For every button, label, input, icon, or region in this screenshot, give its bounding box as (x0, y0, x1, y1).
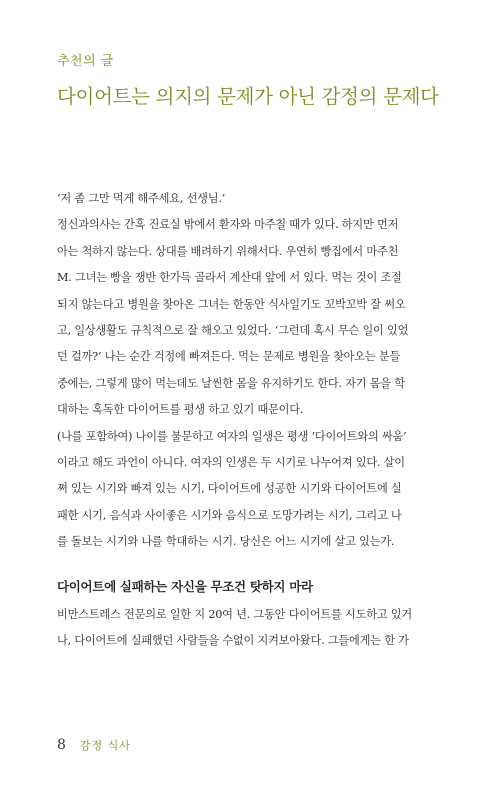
text-line: 이라고 해도 과언이 아니다. 여자의 인생은 두 시기로 나누어져 있다. 살이 (57, 456, 405, 470)
subheading: 다이어트에 실패하는 자신을 무조건 탓하지 마라 (57, 578, 313, 594)
running-title: 감정 식사 (79, 739, 131, 752)
body-text (57, 186, 447, 655)
text-line: 비만스트레스 전문의로 일한 지 20여 년. 그동안 다이어트를 시도하고 있거 (57, 607, 413, 621)
page-footer (57, 737, 131, 753)
text-line: 되지 않는다고 병원을 찾아온 그녀는 한동안 식사일기도 꼬박꼬박 잘 써오 (57, 297, 406, 311)
text-line: ‘저 좀 그만 먹게 해주세요, 선생님.’ (57, 192, 226, 205)
paragraph-quote (57, 186, 447, 212)
text-line: 정신과의사는 간혹 진료실 밖에서 환자와 마주칠 때가 있다. 하지만 먼저 (57, 218, 399, 232)
page-number: 8 (57, 737, 66, 753)
text-line: (나를 포함하여) 나이를 불문하고 여자의 일생은 평생 ‘다이어트와의 싸움’ (57, 429, 407, 443)
text-line: 대하는 혹독한 다이어트를 평생 하고 있기 때문이다. (57, 403, 304, 417)
paragraph-intro (57, 212, 447, 423)
text-line: M. 그녀는 빵을 쟁반 한가득 골라서 계산대 앞에 서 있다. 먹는 것이 조절 (57, 271, 402, 285)
text-line: 아는 척하지 않는다. 상대를 배려하기 위해서다. 우연히 빵집에서 마주친 (57, 244, 399, 258)
text-line: 패한 시기, 음식과 사이좋은 시기와 음식으로 도망가려는 시기, 그리고 나 (57, 508, 402, 522)
text-line: 를 돌보는 시기와 나를 학대하는 시기. 당신은 어느 시기에 살고 있는가. (57, 535, 395, 549)
text-line: 고, 일상생활도 규칙적으로 잘 해오고 있었다. ‘그런데 혹시 무슨 일이 있었 (57, 324, 409, 338)
text-line: 쪄 있는 시기와 빠져 있는 시기, 다이어트에 성공한 시기와 다이어트에 실 (57, 482, 402, 496)
text-line: 던 걸까?’ 나는 순간 걱정에 빠져든다. 먹는 문제로 병원을 찾아오는 분들 (57, 350, 401, 364)
paragraph-women-life (57, 424, 447, 556)
paragraph-specialist (57, 602, 447, 655)
section-label: 추천의 글 (57, 54, 114, 69)
chapter-title: 다이어트는 의지의 문제가 아닌 감정의 문제다 (57, 85, 439, 108)
text-line: 나, 다이어트에 실패했던 사람들을 수없이 지켜보아왔다. 그들에게는 한 가 (57, 634, 409, 648)
text-line: 중에는, 그렇게 많이 먹는데도 날씬한 몸을 유지하기도 한다. 자기 몸을 학 (57, 376, 405, 390)
